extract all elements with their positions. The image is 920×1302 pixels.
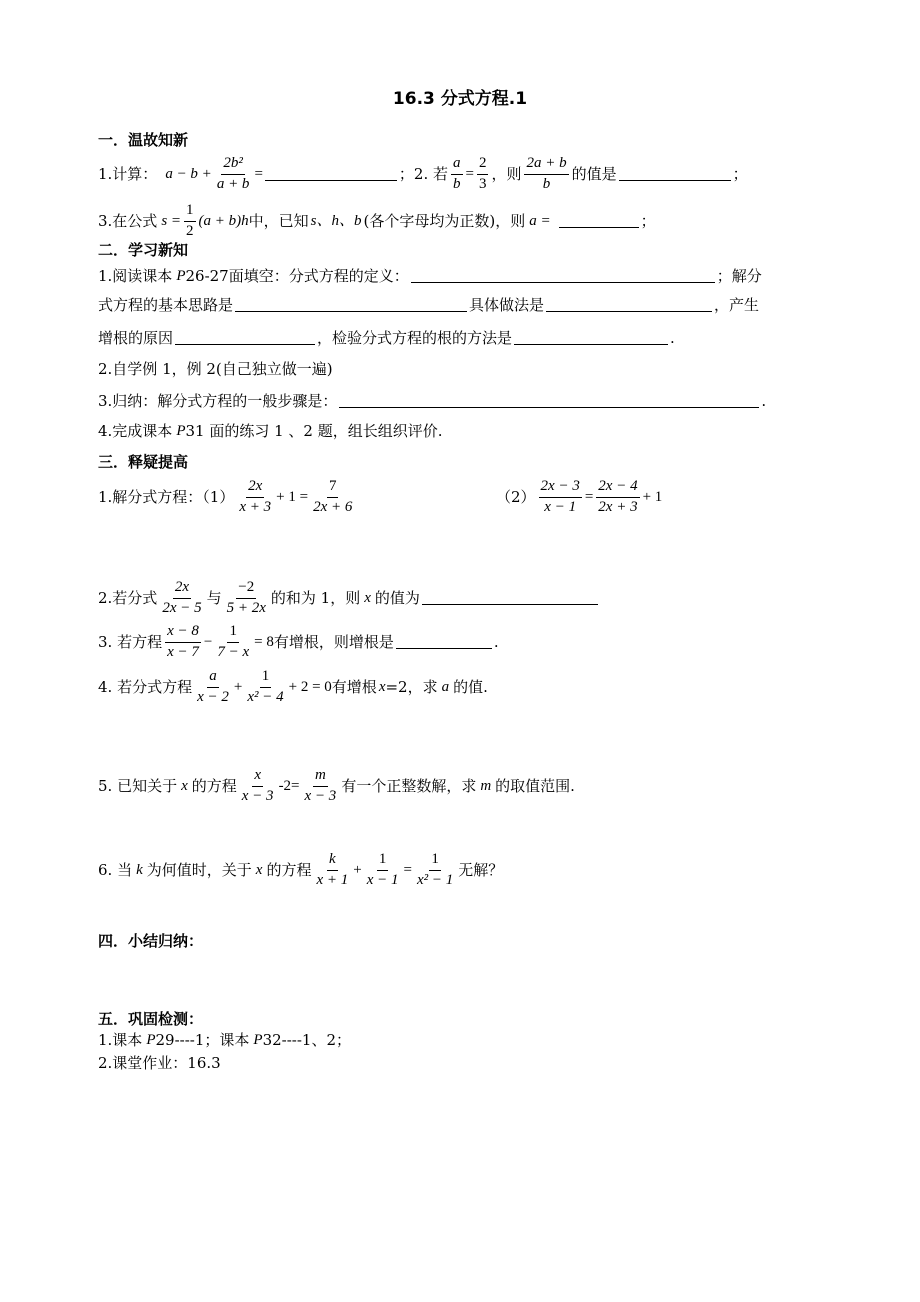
- q1-answer-blank[interactable]: [265, 167, 397, 181]
- s2-line-4: 2.自学例 1，例 2(自己独立做一遍): [98, 360, 333, 378]
- section-4-heading: 四．小结归纳：: [98, 932, 204, 950]
- check-method-blank[interactable]: [514, 331, 668, 345]
- section-2-heading: 二．学习新知: [98, 241, 189, 259]
- s1-question-1: 1.计算： a − b + $\frac{\text{2b²}}{a + b}$ = ；2. 若 $\frac{a}{b}$ = $\frac{2}{3}$ ，则 2a + b b 的值是 ；: [98, 154, 748, 192]
- s3-question-1-part-1: 1.解分式方程：（1） 2x x + 3 + 1 = $\frac{7}{2x + 6}$: [98, 477, 353, 515]
- q3-root-blank[interactable]: [396, 635, 492, 649]
- s3-question-4: 4. 若分式方程 a x − 2 + $\frac{1}{\text{x² − 4}}$ + 2 = 0 有增根 x =2，求 a 的值.: [98, 667, 488, 705]
- q2-label: ；2. 若: [398, 164, 448, 183]
- s3-question-1-part-2: （2） $\frac{2x - 3}{x - 1}$ = $\frac{2x - 4}{2x + 3}$ + 1: [496, 477, 663, 515]
- section-5-heading: 五．巩固检测：: [98, 1010, 204, 1028]
- s5-line-1: 1.课本 P 29----1；课本 P 32----1、2；: [98, 1030, 352, 1049]
- s3-question-2: 2.若分式 2x 2x − 5 与 −2 5 + 2x 的和为 1，则 x 的值为: [98, 576, 600, 620]
- s5-line-2: 2.课堂作业：16.3: [98, 1054, 221, 1072]
- s2-line-1: 1.阅读课本 P 26-27面填空：分式方程的定义： ；解分: [98, 266, 762, 285]
- s2-line-2: 式方程的基本思路是 具体做法是 ，产生: [98, 295, 760, 314]
- steps-blank[interactable]: [339, 394, 759, 408]
- q3-half-fraction: $\frac{1}{2}$: [186, 201, 194, 239]
- section-3-heading: 三．释疑提高: [98, 453, 189, 471]
- definition-blank[interactable]: [411, 269, 715, 283]
- q1-label: 1.计算：: [98, 164, 158, 183]
- page-title: 16.3 分式方程.1: [392, 89, 528, 109]
- extraneous-root-reason-blank[interactable]: [175, 331, 315, 345]
- q2-fraction-target: 2a + b b: [526, 154, 567, 192]
- s2-line-3: 增根的原因 ，检验分式方程的根的方法是 .: [98, 328, 675, 347]
- s2-line-5: 3.归纳：解分式方程的一般步骤是： .: [98, 391, 767, 410]
- s3-question-6: 6. 当 k 为何值时，关于 x 的方程 k x + 1 + $\frac{1}{x - 1}$ = $\frac{1}{\text{x² − 1}}$ 无解？: [98, 850, 504, 888]
- q1-fraction: $\frac{\text{2b²}}{a + b}$: [216, 154, 250, 192]
- q2-fraction-a-b: $\frac{a}{b}$: [453, 154, 461, 192]
- q3-answer-blank[interactable]: [559, 214, 639, 228]
- q2-fraction-2-3: $\frac{2}{3}$: [478, 154, 487, 192]
- s2-line-6: 4.完成课本 P 31 面的练习 1 、2 题，组长组织评价.: [98, 421, 443, 440]
- method-blank[interactable]: [546, 298, 712, 312]
- q2-answer-blank[interactable]: [619, 167, 731, 181]
- q2-x-blank[interactable]: [422, 591, 598, 605]
- s3-question-5: 5. 已知关于 x 的方程 x x − 3 -2= $\frac{m}{x - 3}$ 有一个正整数解，求 m 的取值范围.: [98, 766, 575, 804]
- basic-idea-blank[interactable]: [235, 298, 467, 312]
- s3-question-3: 3. 若方程 x − 8 x − 7 − $\frac{1}{7 - x}$ = 8 有增根，则增根是 .: [98, 622, 499, 660]
- q1-expr: a − b +: [165, 165, 212, 182]
- section-1-heading: 一．温故知新: [98, 131, 189, 149]
- s1-question-3: 3.在公式 s = $\frac{1}{2}$ (a + b)h 中，已知 s、h、b (各个字母均为正数)，则 a = ；: [98, 201, 656, 239]
